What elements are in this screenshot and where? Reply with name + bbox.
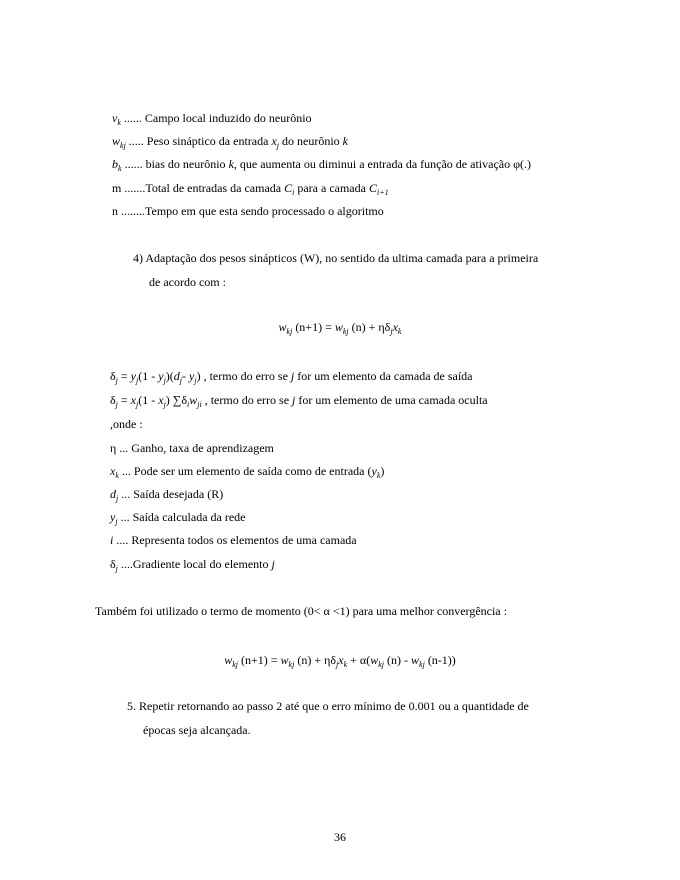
def-b: $b_k$ ...... bias do neurônio k, que aumenta ou diminui a entrada da função de ativação φ(.): [112, 157, 532, 173]
def-m: m .......Total de entradas da camada $C_i$ para a camada $C_{i+1}$: [112, 181, 389, 197]
onde-label: ,onde :: [110, 417, 143, 431]
page-number: 36: [334, 830, 346, 844]
legend-xk: $x_k$ ... Pode ser um elemento de saída como de entrada $(y_k)$: [110, 464, 385, 480]
legend-i: i .... Representa todos os elementos de uma camada: [110, 533, 357, 547]
momentum-text: Também foi utilizado o termo de momento (0< α <1) para uma melhor convergência :: [95, 604, 507, 618]
legend-eta: η ... Ganho, taxa de aprendizagem: [110, 441, 274, 455]
step5-line2: épocas seja alcançada.: [143, 723, 251, 737]
delta-output: $\delta_j = y_j(1 - y_j)(d_j-$ $y_j$) , termo do erro se j for um elemento da camada de saída: [110, 369, 473, 385]
legend-delta: $\delta_j$ ....Gradiente local do elemento j: [110, 557, 275, 573]
legend-dj: $d_j$ ... Saída desejada (R): [110, 487, 224, 503]
def-v: $v_k$ ...... Campo local induzido do neurônio: [112, 111, 312, 127]
def-w: $w_{kj}$ ..... Peso sináptico da entrada $x_j$ do neurônio k: [112, 134, 348, 150]
step4-line2: de acordo com :: [149, 275, 226, 289]
def-n: n ........Tempo em que esta sendo processado o algoritmo: [112, 204, 384, 218]
legend-yj: $y_j$ ... Saída calculada da rede: [110, 510, 246, 526]
step4-line1: 4) Adaptação dos pesos sinápticos (W), no sentido da ultima camada para a primeira: [133, 251, 539, 265]
equation-momentum: $w_{kj}$ $(n+1) = w_{kj}$ $(n) + \eta\delta_jx_k + \alpha(w_{kj}$ $(n) - w_{kj}$ (n-1)): [224, 653, 456, 669]
step5-line1: 5. Repetir retornando ao passo 2 até que o erro mínimo de 0.001 ou a quantidade de: [127, 699, 529, 713]
delta-hidden: $\delta_j = x_j(1 - x_j)$ $\sum\delta_iw_{ji}$ , termo do erro se j for um elemento de uma camada oculta: [110, 393, 488, 409]
equation-weight-update: $w_{kj}$ $(n+1) = w_{kj}$ $(n) + \eta\delta_jx_k$: [278, 320, 402, 336]
